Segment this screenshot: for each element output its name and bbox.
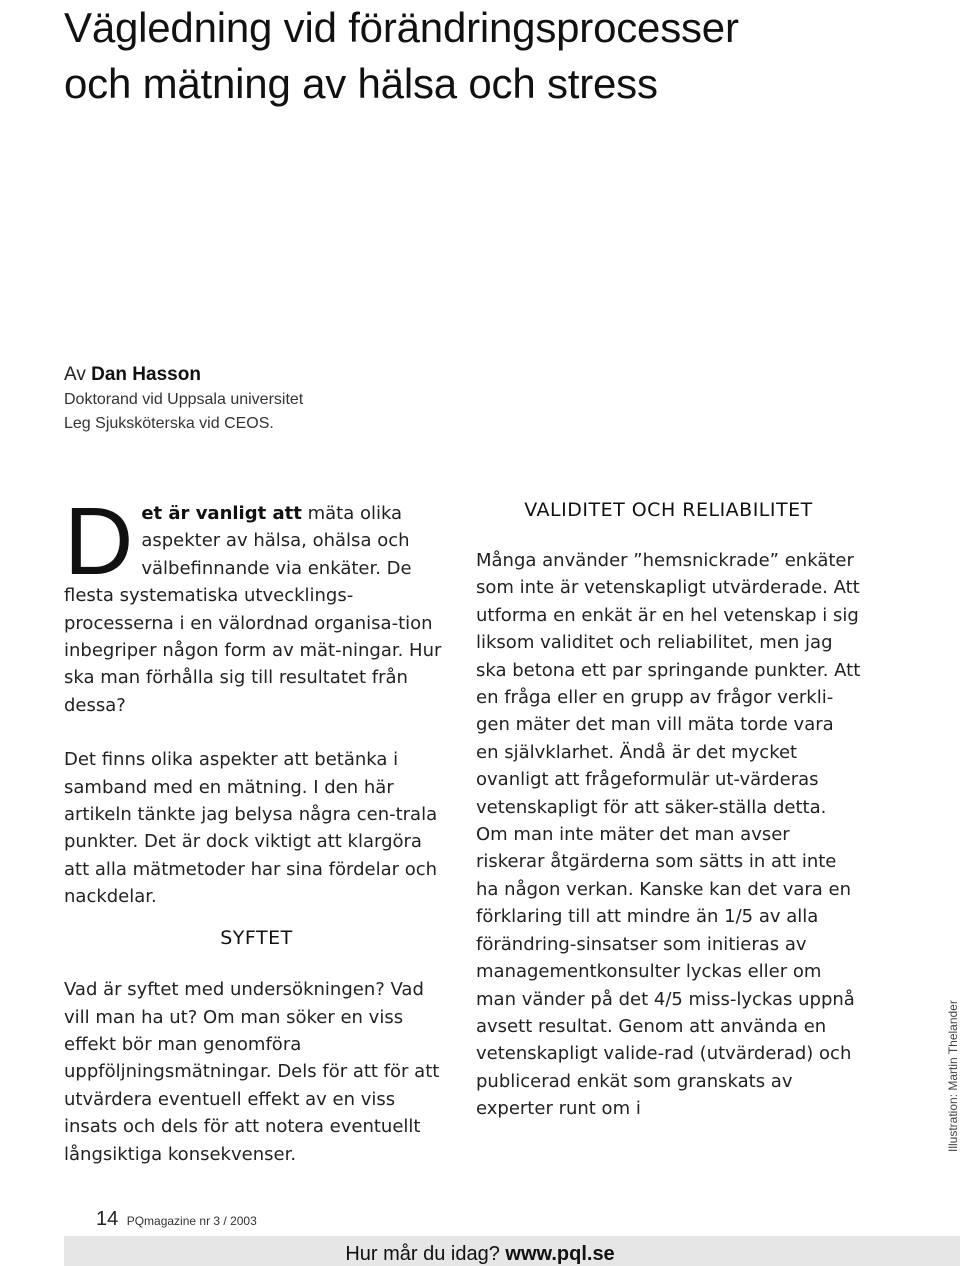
page-folio bbox=[96, 1208, 257, 1231]
magazine-issue: PQmagazine nr 3 / 2003 bbox=[126, 1214, 257, 1228]
body-paragraph-2: Det finns olika aspekter att betänka i samband med en mätning. I den här artikeln tänkte jag belysa några cen-trala punkter. Det är dock viktigt att klargöra att alla mätmetoder har sina fördelar och nackdelar. bbox=[64, 749, 438, 908]
right-column bbox=[476, 500, 861, 1123]
article-title-line-2: och mätning av hälsa och stress bbox=[64, 60, 658, 107]
body-paragraph-3: Vad är syftet med undersökningen? Vad vill man ha ut? Om man söker en viss effekt bör man genomföra uppföljningsmätningar. Dels för att för att utvärdera eventuell effekt av en viss insats och dels för att notera eventuellt långsiktiga konsekvenser. bbox=[64, 979, 440, 1165]
body-paragraph-right: Många använder ”hemsnickrade” enkäter som inte är vetenskapligt utvärderade. Att utforma en enkät är en hel vetenskap i sig liksom validitet och reliabilitet, men jag ska betona ett par springande punkter. Att en fråga eller en grupp av frågor verkli-gen mäter det man vill mäta torde vara en självklarhet. Ändå är det mycket ovanligt att frågeformulär ut-värderas vetenskapligt för att säker-ställa detta. Om man inte mäter det man avser riskerar åtgärderna som sätts in att inte ha någon verkan. Kanske kan det vara en förklaring till att mindre än 1/5 av alla förändring-sinsatser som initieras av managementkonsulter lyckas eller om man vänder på det 4/5 miss-lyckas uppnå avsett resultat. Genom att använda en vetenskapligt valide-rad (utvärderad) och publicerad enkät som granskats av experter runt om i bbox=[476, 550, 861, 1120]
author-affiliation-1: Doktorand vid Uppsala universitet bbox=[64, 391, 304, 408]
author-affiliation-2: Leg Sjuksköterska vid CEOS. bbox=[64, 415, 274, 432]
byline bbox=[64, 362, 464, 436]
left-column bbox=[64, 488, 449, 1168]
lead-in: et är vanligt att bbox=[141, 503, 302, 524]
illustration-credit: Illustration: Martin Thelander bbox=[946, 1000, 960, 1152]
page-number: 14 bbox=[96, 1208, 119, 1230]
byline-prefix: Av bbox=[64, 364, 86, 385]
footer-url-link[interactable]: www.pql.se bbox=[505, 1243, 615, 1265]
intro-text: mäta olika aspekter av hälsa, ohälsa och välbefinnande via enkäter. De flesta systematiska utvecklings-processerna i en välordnad organisa-tion inbegriper någon form av mät-ningar. Hur ska man förhålla sig till resultatet från dessa? bbox=[64, 503, 442, 716]
article-title-line-1: Vägledning vid förändringsprocesser bbox=[64, 4, 739, 51]
footer bbox=[0, 1243, 960, 1266]
article-title bbox=[64, 0, 924, 112]
drop-cap: D bbox=[64, 488, 134, 595]
footer-question: Hur mår du idag? bbox=[345, 1243, 500, 1265]
section-heading-syftet: SYFTET bbox=[220, 926, 293, 949]
intro-paragraph bbox=[64, 488, 449, 719]
author-name: Dan Hasson bbox=[91, 364, 201, 385]
section-heading-validitet: VALIDITET OCH RELIABILITET bbox=[524, 499, 813, 521]
